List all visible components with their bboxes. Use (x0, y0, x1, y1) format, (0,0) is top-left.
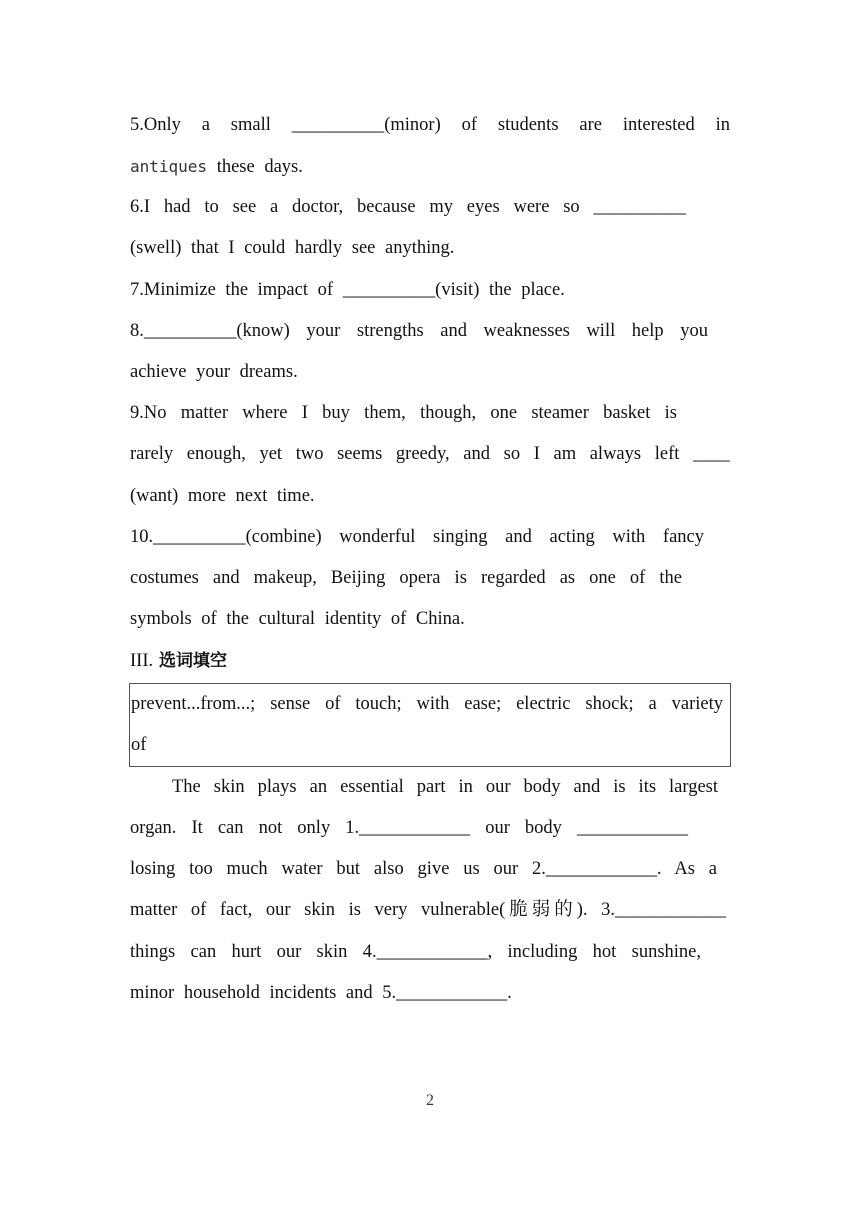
passage-line-3: losing too much water but also give us our 2.____________. As a (130, 859, 717, 879)
question-5-tail: these days. (216, 157, 303, 177)
word-bank-line-1: prevent...from...; sense of touch; with ease; electric shock; a variety (131, 694, 723, 714)
word-bank-line-2: of (131, 735, 147, 755)
question-8-line-2: achieve your dreams. (130, 362, 298, 382)
section-3-heading (130, 641, 730, 682)
question-9-line-1: 9.No matter where I buy them, though, one steamer basket is (130, 403, 677, 423)
question-10-line-3: symbols of the cultural identity of China. (130, 609, 465, 629)
passage-line-4: matter of fact, our skin is very vulnerable(脆弱的). 3.____________ (130, 900, 726, 920)
question-7: 7.Minimize the impact of __________(visit) the place. (130, 280, 565, 300)
section-3-numeral: III. (130, 651, 154, 671)
question-10-line-2: costumes and makeup, Beijing opera is regarded as one of the (130, 568, 682, 588)
question-5-line-2 (130, 146, 730, 187)
question-6-line-2: (swell) that I could hardly see anything. (130, 238, 455, 258)
passage-line-2: organ. It can not only 1.____________ our body ____________ (130, 818, 688, 838)
question-5-line-1: 5.Only a small __________(minor) of students are interested in (130, 115, 730, 135)
question-9-line-3: (want) more next time. (130, 486, 315, 506)
antiques-word: antiques (130, 157, 208, 176)
question-6-line-1: 6.I had to see a doctor, because my eyes were so __________ (130, 197, 686, 217)
question-9-line-2: rarely enough, yet two seems greedy, and so I am always left ____ (130, 444, 730, 464)
word-bank-box (129, 683, 731, 767)
passage-line-6: minor household incidents and 5.____________. (130, 983, 512, 1003)
section-3-title: 选词填空 (159, 651, 228, 671)
question-10-line-1: 10.__________(combine) wonderful singing and acting with fancy (130, 527, 704, 547)
question-8-line-1: 8.__________(know) your strengths and weaknesses will help you (130, 321, 708, 341)
passage-line-5: things can hurt our skin 4.____________, including hot sunshine, (130, 942, 701, 962)
page-number: 2 (426, 1092, 434, 1109)
passage-line-1: The skin plays an essential part in our body and is its largest (172, 777, 718, 797)
